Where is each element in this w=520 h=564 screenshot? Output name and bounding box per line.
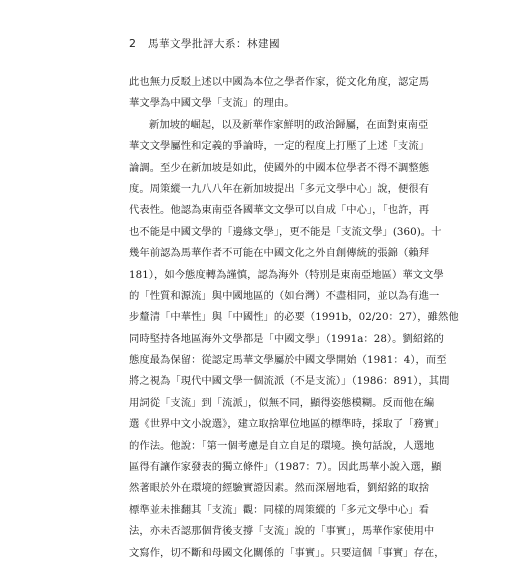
text-line: 將之視為「現代中國文學一個流派（不是支流）」（1986：891），其間 [129,375,450,388]
text-line: 度。周策縱一九八八年在新加坡提出「多元文學中心」說，便很有 [129,182,430,195]
text-line: 華文文學屬性和定義的爭論時，一定的程度上打壓了上述「支流」 [129,140,430,153]
text-line: 也不能是中國文學的「邊緣文學」，更不能是「支流文學」(360)。十 [129,225,442,238]
text-line: 態度最為保留：從認定馬華文學屬於中國文學開始（1981：4），而至 [129,354,447,367]
text-line: 幾年前認為馬華作者不可能在中國文化之外自創傳統的張錦（賴拜 [129,247,430,260]
text-line: 用詞從「支流」到「流派」，似無不同，顯得姿態模糊。反而他在編 [129,396,435,409]
text-line: 181），如今態度轉為謹慎，認為海外（特別是東南亞地區）華文文學 [129,268,444,281]
text-line: 法，亦未否認那個背後支撐「支流」說的「事實」，馬華作家使用中 [129,525,435,538]
text-line: 華文學為中國文學「支流」的理由。 [129,97,295,110]
text-line: 論調。至少在新加坡是如此，使國外的中國本位學者不得不調整態 [129,161,430,174]
text-line: 的「性質和源流」與中國地區的（如台灣）不盡相同，並以為有進一 [129,289,440,302]
text-line: 代表性。他認為東南亞各國華文文學可以自成「中心」，「也許，再 [129,204,430,217]
text-line: 同時堅持各地區海外文學都是「中國文學」（1991a：28）。劉紹銘的 [129,332,444,345]
text-line: 此也無力反駁上述以中國為本位之學者作家，從文化角度，認定馬 [129,76,430,88]
page-header [129,36,280,51]
text-line: 區得有讓作家發表的獨立條件」（1987：7）。因此馬華小說入選，顯 [129,461,442,474]
text-line: 標準並未推翻其「支流」觀：同樣的周策縱的「多元文學中心」看 [129,503,430,516]
text-line: 然著眼於外在環境的經驗實證因素。然而深層地看，劉紹銘的取捨 [129,482,430,495]
body-text [129,72,459,564]
running-title: 馬華文學批評大系：林建國 [148,38,280,50]
page-number: 2 [129,37,136,50]
text-line: 新加坡的崛起，以及新華作家鮮明的政治歸屬，在面對東南亞 [149,118,429,131]
text-line: 選《世界中文小說選》，建立取捨單位地區的標準時，採取了「務實」 [129,418,445,431]
text-line: 步釐清「中華性」與「中國性」的必要（1991b，02/20：27），雖然他 [129,311,459,324]
text-line: 文寫作，切不斷和母國文化關係的「事實」。只要這個「事實」存在， [129,546,445,559]
text-line: 的作法。他說：「第一個考慮是自立自足的環境。換句話說，人選地 [129,439,435,452]
